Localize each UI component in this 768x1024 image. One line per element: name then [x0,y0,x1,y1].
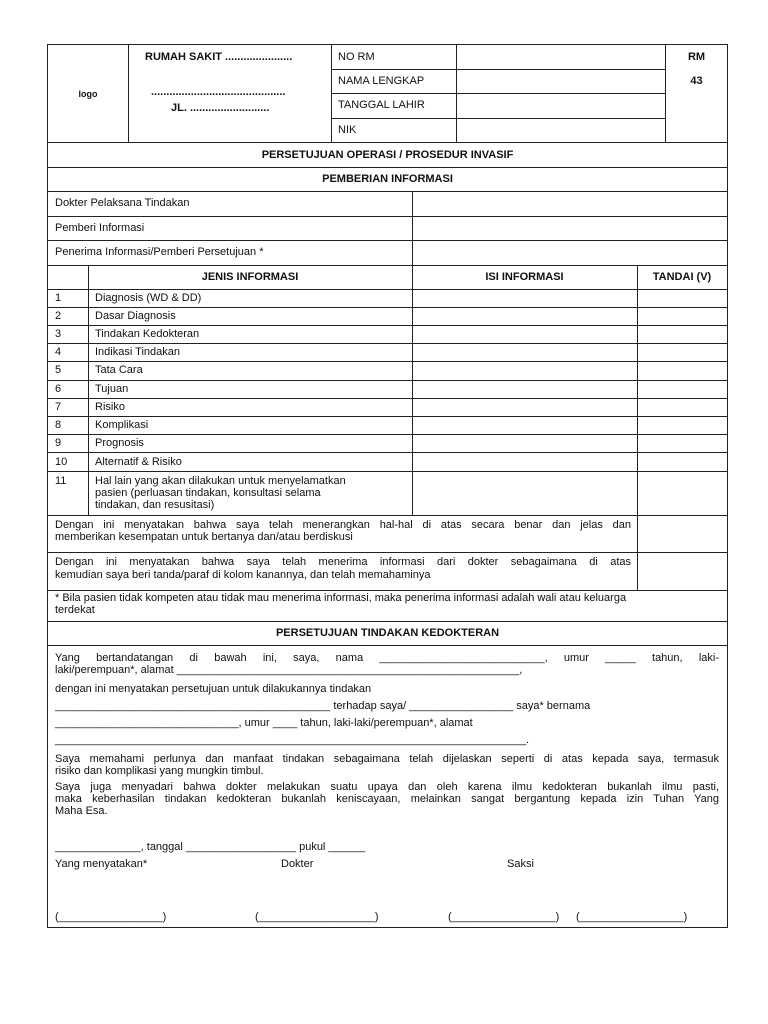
row-number: 1 [55,292,62,304]
consent-title: PERSETUJUAN TINDAKAN KEDOKTERAN [275,627,500,639]
row-label: Risiko [95,401,125,413]
doctor-initial-cell[interactable] [639,516,726,552]
consent-line: dengan ini menyatakan persetujuan untuk dilakukannya tindakan [55,683,372,695]
row-label-line: Hal lain yang akan dilakukan untuk menyelamatkan [95,475,346,487]
date-time-line[interactable]: ______________, tanggal __________________ pukul ______ [55,841,366,853]
hospital-address: JL. .......................... [171,102,270,114]
guardian-note-line: * Bila pasien tidak kompeten atau tidak mau menerima informasi, maka penerima informasi adalah wali atau keluarga [55,592,627,604]
hospital-name: RUMAH SAKIT ...................... [145,51,293,63]
nama-lengkap-label: NAMA LENGKAP [338,75,425,87]
isi-informasi-cells[interactable] [414,290,636,514]
row-number: 11 [55,475,67,487]
doctor-statement-line: Dengan ini menyatakan bahwa saya telah menerangkan hal-hal di atas secara benar dan jelas dan [55,519,631,531]
row-label: Tindakan Kedokteran [95,328,200,340]
nama-lengkap-field[interactable] [457,70,664,92]
witness2-signature-line[interactable]: (_________________) [576,911,688,923]
consent-line: Maha Esa. [55,805,108,817]
consent-line: Yang bertandatangan di bawah ini, saya, nama ___________________________, umur _____ tahun, laki- [55,652,719,664]
row-number: 8 [55,419,62,431]
col-isi-informasi: ISI INFORMASI [485,271,564,283]
hospital-line2: ............................................ [151,86,286,98]
row-number: 10 [55,456,68,468]
doctor-statement-line: memberikan kesempatan untuk bertanya dan/atau berdiskusi [55,531,353,543]
witness-label: Saksi [507,858,534,870]
no-rm-field[interactable] [457,46,664,68]
patient-statement-line: Dengan ini menyatakan bahwa saya telah menerima informasi dari dokter sebagaimana di atas [55,556,631,568]
pemberi-informasi-label: Pemberi Informasi [55,222,145,234]
row-number: 9 [55,437,62,449]
nik-field[interactable] [457,119,664,141]
col-tandai: TANDAI (V) [652,271,712,283]
tandai-checkbox-cells[interactable] [639,290,726,514]
dokter-pelaksana-field[interactable] [414,193,726,215]
row-label: Dasar Diagnosis [95,310,176,322]
row-label: Tujuan [95,383,129,395]
rm-label: RM [687,51,706,63]
guardian-note-line: terdekat [55,604,95,616]
nik-label: NIK [338,124,357,136]
row-number: 2 [55,310,62,322]
row-label: Tata Cara [95,364,143,376]
signer-label: Yang menyatakan* [55,858,148,870]
main-title: PERSETUJUAN OPERASI / PROSEDUR INVASIF [261,149,514,161]
consent-line: laki/perempuan*, alamat ________________________________________________________, [55,664,523,676]
patient-initial-cell[interactable] [639,553,726,589]
col-jenis-informasi: JENIS INFORMASI [201,271,299,283]
consent-line: _____________________________________________________________________________. [55,734,530,746]
row-label: Prognosis [95,437,144,449]
row-number: 6 [55,383,62,395]
penerima-informasi-label: Penerima Informasi/Pemberi Persetujuan * [55,246,264,258]
row-label: Alternatif & Risiko [95,456,182,468]
logo-placeholder: logo [78,89,98,99]
row-label-line: pasien (perluasan tindakan, konsultasi selama [95,487,321,499]
row-label: Indikasi Tindakan [95,346,180,358]
row-number: 5 [55,364,62,376]
info-title: PEMBERIAN INFORMASI [322,173,453,185]
consent-line: risiko dan komplikasi yang mungkin timbul. [55,765,264,777]
consent-line: maka keberhasilan tindakan kedokteran bukanlah keniscayaan, melainkan sangat bergantung kepada izin Tuhan Yang [55,793,719,805]
doctor-signature-line[interactable]: (___________________) [255,911,379,923]
row-label: Komplikasi [95,419,149,431]
consent-line: ______________________________, umur ____ tahun, laki-laki/perempuan*, alamat [55,717,473,729]
consent-line: _____________________________________________ terhadap saya/ _________________ saya* bernama [55,700,591,712]
signer-signature-line[interactable]: (_________________) [55,911,167,923]
consent-line: Saya memahami perlunya dan manfaat tindakan sebagaimana telah dijelaskan seperti di atas kepada saya, termasuk [55,753,719,765]
rm-number: 43 [690,75,703,87]
dokter-pelaksana-label: Dokter Pelaksana Tindakan [55,197,190,209]
witness1-signature-line[interactable]: (_________________) [448,911,560,923]
row-number: 3 [55,328,62,340]
tanggal-lahir-label: TANGGAL LAHIR [338,99,425,111]
penerima-informasi-field[interactable] [414,242,726,264]
row-number: 7 [55,401,62,413]
consent-line: Saya juga menyadari bahwa dokter melakukan suatu upaya dan oleh karena ilmu kedokteran bukanlah ilmu pasti, [55,781,719,793]
row-label-line: tindakan, dan resusitasi) [95,499,215,511]
consent-form [47,44,728,928]
tanggal-lahir-field[interactable] [457,94,664,117]
row-label: Diagnosis (WD & DD) [95,292,202,304]
pemberi-informasi-field[interactable] [414,218,726,239]
row-number: 4 [55,346,62,358]
patient-statement-line: kemudian saya beri tanda/paraf di kolom kanannya, dan telah memahaminya [55,569,431,581]
doctor-label: Dokter [281,858,314,870]
no-rm-label: NO RM [338,51,375,63]
